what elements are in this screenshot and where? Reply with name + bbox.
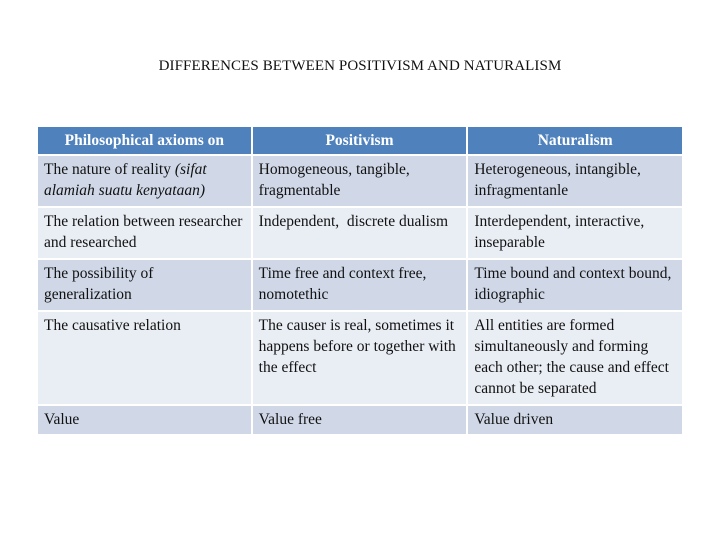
- naturalism-cell: Value driven: [468, 406, 682, 434]
- positivism-cell: Homogeneous, tangible, fragmentable: [253, 156, 467, 206]
- axiom-text: The nature of reality: [44, 161, 171, 178]
- axiom-cell: Value: [38, 406, 251, 434]
- axiom-cell: The causative relation: [38, 312, 251, 404]
- naturalism-cell: Interdependent, interactive, inseparable: [468, 208, 682, 258]
- naturalism-cell: Time bound and context bound, idiographic: [468, 260, 682, 310]
- axiom-cell: [38, 156, 251, 206]
- table-row: [38, 312, 682, 404]
- header-naturalism: Naturalism: [468, 127, 682, 154]
- axiom-cell: The relation between researcher and researched: [38, 208, 251, 258]
- axiom-note: (sifat alamiah suatu kenyataan): [44, 161, 207, 199]
- header-axioms: Philosophical axioms on: [38, 127, 251, 154]
- naturalism-cell: All entities are formed simultaneously and forming each other; the cause and effect cannot be separated: [468, 312, 682, 404]
- table-row: [38, 260, 682, 310]
- page-title: DIFFERENCES BETWEEN POSITIVISM AND NATURALISM: [158, 58, 562, 74]
- positivism-cell: The causer is real, sometimes it happens before or together with the effect: [253, 312, 467, 404]
- naturalism-cell: Heterogeneous, intangible, infragmentanle: [468, 156, 682, 206]
- table-header-row: [38, 127, 682, 154]
- table-row: [38, 156, 682, 206]
- header-positivism: Positivism: [253, 127, 467, 154]
- axiom-cell: The possibility of generalization: [38, 260, 251, 310]
- table-row: [38, 406, 682, 434]
- positivism-cell: Independent, discrete dualism: [253, 208, 467, 258]
- positivism-cell: Time free and context free, nomotethic: [253, 260, 467, 310]
- comparison-table: [36, 125, 684, 436]
- positivism-cell: Value free: [253, 406, 467, 434]
- table-row: [38, 208, 682, 258]
